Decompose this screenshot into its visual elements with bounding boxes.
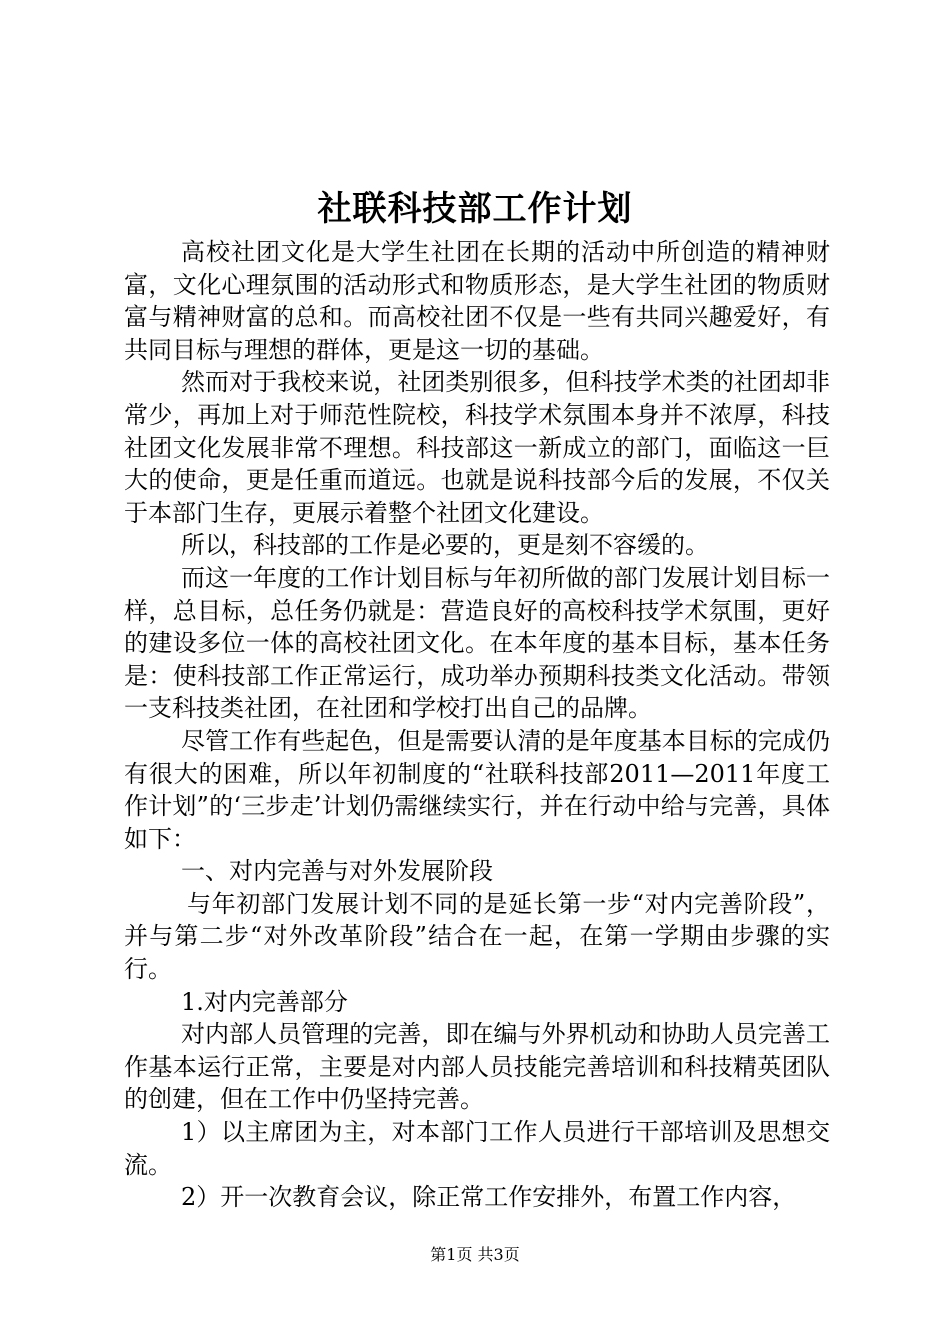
page-footer: 第1页 共3页: [430, 1245, 520, 1264]
paragraph: 尽管工作有些起色，但是需要认清的是年度基本目标的完成仍有很大的困难，所以年初制度的“社联科技部2011—2011年度工作计划”的‘三步走’计划仍需继续实行，并在行动中给与完善，具体如下：: [124, 726, 830, 853]
document-title: 社联科技部工作计划: [317, 189, 633, 229]
section-heading: 一、对内完善与对外发展阶段: [181, 857, 493, 886]
paragraph: 高校社团文化是大学生社团在长期的活动中所创造的精神财富，文化心理氛围的活动形式和物质形态，是大学生社团的物质财富与精神财富的总和。而高校社团不仅是一些有共同兴趣爱好，有共同目标与理想的群体，更是这一切的基础。: [124, 238, 830, 364]
paragraph: 对内部人员管理的完善，即在编与外界机动和协助人员完善工作基本运行正常，主要是对内部人员技能完善培训和科技精英团队的创建，但在工作中仍坚持完善。: [124, 1020, 830, 1114]
paragraph: 而这一年度的工作计划目标与年初所做的部门发展计划目标一样，总目标，总任务仍就是：营造良好的高校科技学术氛围，更好的建设多位一体的高校社团文化。在本年度的基本目标，基本任务是：使科技部工作正常运行，成功举办预期科技类文化活动。带领一支科技类社团，在社团和学校打出自己的品牌。: [124, 563, 830, 723]
paragraph: 与年初部门发展计划不同的是延长第一步“对内完善阶段”，并与第二步“对外改革阶段”结合在一起，在第一学期由步骤的实行。: [124, 889, 830, 984]
subsection-heading: 1.对内完善部分: [181, 987, 348, 1016]
document-body: [124, 236, 830, 1214]
paragraph: 然而对于我校来说，社团类别很多，但科技学术类的社团却非常少，再加上对于师范性院校，科技学术氛围本身并不浓厚，科技社团文化发展非常不理想。科技部这一新成立的部门，面临这一巨大的使命，更是任重而道远。也就是说科技部今后的发展，不仅关于本部门生存，更展示着整个社团文化建设。: [124, 368, 830, 527]
list-item: 1）以主席团为主，对本部门工作人员进行干部培训及思想交流。: [124, 1118, 830, 1179]
paragraph: 所以，科技部的工作是必要的，更是刻不容缓的。: [181, 531, 709, 560]
list-item: 2）开一次教育会议，除正常工作安排外，布置工作内容，: [181, 1183, 797, 1212]
